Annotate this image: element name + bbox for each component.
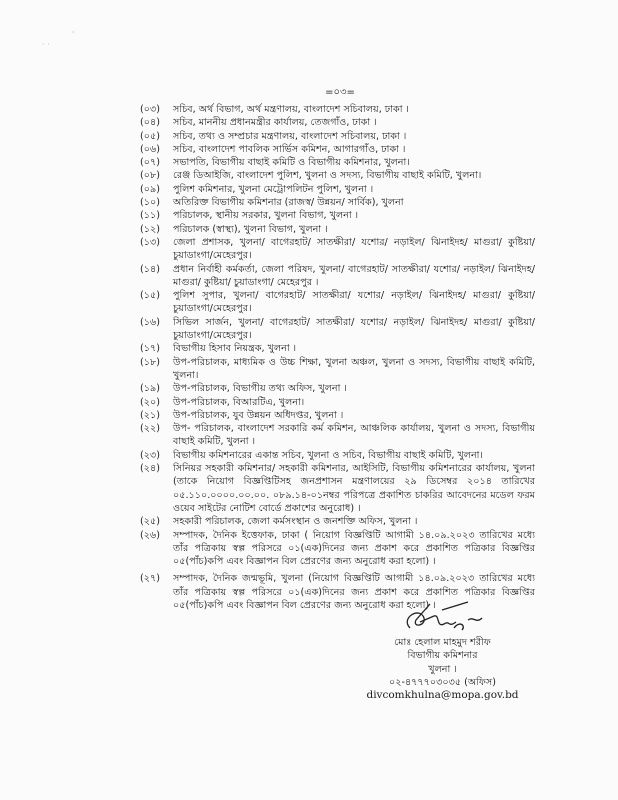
scan-mark: ' xyxy=(72,30,75,39)
list-item xyxy=(140,209,535,222)
list-item xyxy=(140,116,535,129)
item-text: সিনিয়র সহকারী কমিশনার/ সহকারী কমিশনার, আইসিটি, বিভাগীয় কমিশনারের কার্যালয়, খুলনা (তাকে নিয়োগ বিজ্ঞপ্তিটিসহ জনপ্রশাসন মন্ত্রণালয়ের ২৯ ডিসেম্বর ২০১৪ তারিখের ০৫.১১০.০০০০.০০.০০. ০৮৯.১৪-০১নম্বর পরিপত্রে প্রকাশিত চাকরির আবেদনের মডেল ফরম ওয়েব সাইটের নোটিশ বোর্ডে প্রকাশের অনুরোধ) । xyxy=(173,463,535,514)
item-number: (০৫) xyxy=(140,130,160,142)
list-item xyxy=(140,382,535,395)
item-text: বিভাগীয় কমিশনারের একান্ত সচিব, খুলনা ও সচিব, বিভাগীয় বাছাই কমিটি, খুলনা। xyxy=(173,449,483,461)
item-text: সচিব, মাননীয় প্রধানমন্ত্রীর কার্যালয়, তেজগাঁও, ঢাকা । xyxy=(173,117,377,129)
item-number: (২০) xyxy=(140,396,160,408)
item-text: অতিরিক্ত বিভাগীয় কমিশনার (রাজস্ব/ উন্নয়ন/ সার্বিক), খুলনা xyxy=(173,197,404,209)
item-number: (০৮) xyxy=(140,170,160,182)
item-text: পুলিশ কমিশনার, খুলনা মেট্রোপলিটন পুলিশ, খুলনা । xyxy=(173,183,374,195)
signatory-name: মোঃ হেলাল মাহমুদ শরীফ xyxy=(394,637,491,648)
item-text: সচিব, অর্থ বিভাগ, অর্থ মন্ত্রণালয়, বাংলাদেশ সচিবালয়, ঢাকা । xyxy=(173,104,409,115)
item-number: (২৫) xyxy=(140,516,160,528)
item-text: সচিব, বাংলাদেশ পাবলিক সার্ভিস কমিশন, আগারগাঁও, ঢাকা । xyxy=(173,143,406,155)
list-item xyxy=(140,422,535,449)
item-number: (০৬) xyxy=(140,143,160,155)
item-number: (২৩) xyxy=(140,449,160,461)
signatory-city: খুলনা । xyxy=(428,663,457,675)
list-item xyxy=(140,316,535,343)
item-text: সিভিল সার্জন, খুলনা/ বাগেরহাট/ সাতক্ষীরা/ যশোর/ নড়াইল/ ঝিনাইদহ/ মাগুরা/ কুষ্টিয়া/ চুয়াডাংগা/মেহেরপুর। xyxy=(173,316,535,342)
item-text: সচিব, তথ্য ও সম্প্রচার মন্ত্রণালয়, বাংলাদেশ সচিবালয়, ঢাকা । xyxy=(173,130,407,142)
signatory-email: divcomkhulna@mopa.gov.bd xyxy=(366,689,519,702)
item-number: (২১) xyxy=(140,409,160,421)
scan-mark: · · xyxy=(42,40,50,49)
item-number: (২৪) xyxy=(140,463,160,475)
page-number: =০৩= xyxy=(325,87,355,98)
item-text: রেঞ্জ ডিআইজি, বাংলাদেশ পুলিশ, খুলনা ও সদস্য, বিভাগীয় বাছাই কমিটি, খুলনা। xyxy=(173,170,482,182)
list-item xyxy=(140,409,535,422)
list-item xyxy=(140,342,535,355)
list-item xyxy=(140,196,535,209)
item-text: পরিচালক (স্বাস্থ্য), খুলনা বিভাগ, খুলনা । xyxy=(173,223,328,235)
signatory-phone: ০২-৪৭৭৭০৩০৩৫ (অফিস) xyxy=(389,676,496,688)
item-number: (১৫) xyxy=(140,290,160,302)
item-text: উপ-পরিচালক, বিভাগীয় তথ্য অফিস, খুলনা । xyxy=(173,383,347,395)
list-item xyxy=(140,529,535,569)
list-item xyxy=(140,289,535,316)
item-number: (১০) xyxy=(140,197,160,209)
item-number: (১৩) xyxy=(140,236,160,248)
item-number: (১৪) xyxy=(140,263,160,275)
item-text: উপ-পরিচালক, বিআরটিএ, খুলনা। xyxy=(173,396,305,408)
list-item xyxy=(140,143,535,156)
list-item xyxy=(140,236,535,263)
item-number: (১২) xyxy=(140,223,160,235)
list-item xyxy=(140,103,535,116)
list-item xyxy=(140,356,535,383)
list-item xyxy=(140,396,535,409)
list-item xyxy=(140,263,535,290)
item-text: সভাপতি, বিভাগীয় বাছাই কমিটি ও বিভাগীয় কমিশনার, খুলনা। xyxy=(173,157,410,169)
item-text: উপ- পরিচালক, বাংলাদেশ সরকারি কর্ম কমিশন, আঞ্চলিক কার্যালয়, খুলনা ও সদস্য, বিভাগীয় বাছাই কমিটি, খুলনা । xyxy=(173,423,535,448)
item-text: সম্পাদক, দৈনিক জন্মভূমি, খুলনা (নিয়োগ বিজ্ঞপ্তিটি আগামী ১৪.০৯.২০২৩ তারিখের মধ্যে তাঁর পত্রিকায় স্বল্প পরিসরে ০১(এক)দিনের জন্য প্রকাশ করে প্রকাশিত পত্রিকার বিজ্ঞপ্তির ০৫(পাঁচ)কপি এবং বিজ্ঞাপন বিল প্রেরণের জন্য অনুরোধ করা হলো) । xyxy=(173,573,535,611)
item-number: (১৮) xyxy=(140,356,160,368)
item-number: (২৬) xyxy=(140,529,160,541)
item-text: উপ-পরিচালক, যুব উন্নয়ন অধিদপ্তর, খুলনা । xyxy=(173,409,344,421)
list-item xyxy=(140,462,535,515)
item-number: (১৭) xyxy=(140,343,160,355)
item-number: (২২) xyxy=(140,423,160,435)
item-number: (১১) xyxy=(140,210,160,222)
item-text: প্রধান নির্বাহী কর্মকর্তা, জেলা পরিষদ, খুলনা/ বাগেরহাট/ সাতক্ষীরা/ যশোর/ নড়াইল/ ঝিনাইদহ/ মাগুরা/ কুষ্টিয়া/ চুয়াডাংগা/ মেহেরপুর । xyxy=(173,263,535,288)
item-text: পরিচালক, স্থানীয় সরকার, খুলনা বিভাগ, খুলনা । xyxy=(173,210,359,222)
list-item xyxy=(140,223,535,236)
item-text: সম্পাদক, দৈনিক ইত্তেফাক, ঢাকা ( নিয়োগ বিজ্ঞপ্তিটি আগামী ১৪.০৯.২০২৩ তারিখের মধ্যে তাঁর পত্রিকায় স্বল্প পরিসরে ০১(এক)দিনের জন্য প্রকাশ করে প্রকাশিত পত্রিকার বিজ্ঞপ্তির ০৫(পাঁচ)কপি এবং বিজ্ঞাপন বিল প্রেরণের জন্য অনুরোধ করা হলো) । xyxy=(173,529,535,568)
signature-block xyxy=(360,598,525,702)
item-number: (০৪) xyxy=(140,117,160,129)
item-text: জেলা প্রশাসক, খুলনা/ বাগেরহাট/ সাতক্ষীরা/ যশোর/ নড়াইল/ ঝিনাইদহ/ মাগুরা/ কুষ্টিয়া/ চুয়াডাংগা/মেহেরপুর। xyxy=(173,236,535,262)
list-item xyxy=(140,130,535,143)
item-text: সহকারী পরিচালক, জেলা কর্মসংস্থান ও জনশক্তি অফিস, খুলনা । xyxy=(173,516,418,528)
list-item xyxy=(140,156,535,169)
item-number: (১৯) xyxy=(140,383,160,395)
list-item xyxy=(140,449,535,462)
list-item xyxy=(140,515,535,528)
item-number: (০৭) xyxy=(140,157,160,169)
item-number: (১৬) xyxy=(140,316,160,328)
signature-icon xyxy=(390,598,500,636)
list-item xyxy=(140,183,535,196)
item-text: বিভাগীয় হিসাব নিয়ন্ত্রক, খুলনা । xyxy=(173,343,297,355)
item-number: (২৭) xyxy=(140,573,160,585)
item-text: পুলিশ সুপার, খুলনা/ বাগেরহাট/ সাতক্ষীরা/ যশোর/ নড়াইল/ ঝিনাইদহ/ মাগুরা/ কুষ্টিয়া/ চুয়াডাংগা/মেহেরপুর। xyxy=(173,290,535,315)
signatory-title: বিভাগীয় কমিশনার xyxy=(407,650,478,662)
list-item xyxy=(140,169,535,182)
item-text: উপ-পরিচালক, মাধ্যমিক ও উচ্চ শিক্ষা, খুলনা অঞ্চল, খুলনা ও সদস্য, বিভাগীয় বাছাই কমিটি, খুলনা। xyxy=(173,356,535,381)
distribution-list xyxy=(140,103,535,612)
item-number: (০৯) xyxy=(140,183,160,195)
item-number: (০৩) xyxy=(140,104,160,115)
